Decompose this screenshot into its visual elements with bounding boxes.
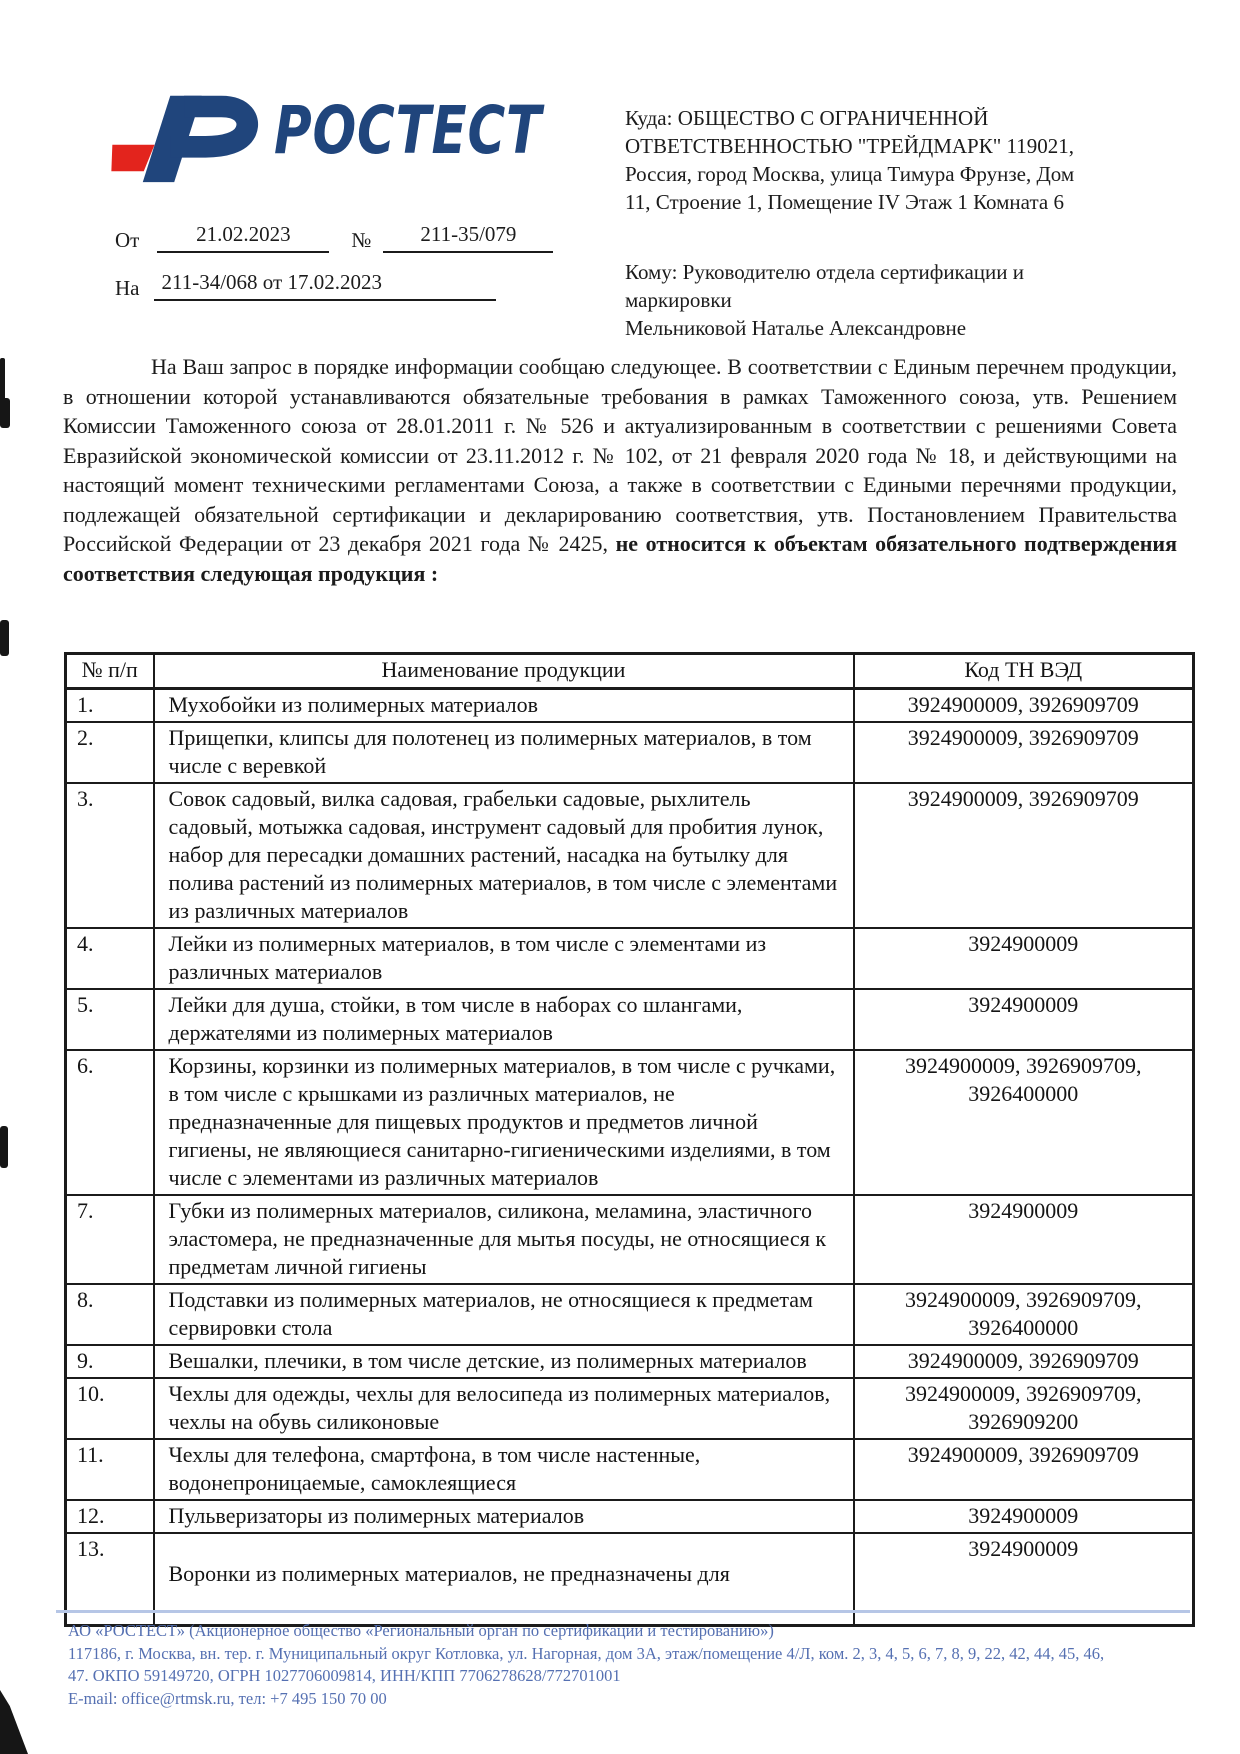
rostest-logo-text: РОСТЕСТ <box>274 92 542 169</box>
cell-row-number: 3. <box>66 783 154 928</box>
cell-product-name: Лейки из полимерных материалов, в том числе с элементами из различных материалов <box>154 928 854 989</box>
na-label: На <box>115 276 140 300</box>
cell-tnved-code: 3924900009, 3926909709, 3926909200 <box>854 1378 1194 1439</box>
cell-tnved-code: 3924900009 <box>854 928 1194 989</box>
products-table <box>64 652 1195 1627</box>
cell-row-number: 12. <box>66 1500 154 1533</box>
table-header-row <box>66 654 1194 689</box>
rostest-logo <box>106 80 617 188</box>
cell-row-number: 10. <box>66 1378 154 1439</box>
table-row <box>66 1345 1194 1378</box>
table-row <box>66 1439 1194 1500</box>
cell-product-name: Совок садовый, вилка садовая, грабельки садовые, рыхлитель садовый, мотыжка садовая, инструмент садовый для пробития лунок, набор для пересадки домашних растений, насадка на бутылку для полива растений из полимерных материалов, в том числе с элементами из различных материалов <box>154 783 854 928</box>
scan-artifact <box>0 398 10 428</box>
cell-tnved-code: 3924900009 <box>854 1195 1194 1284</box>
cell-tnved-code: 3924900009 <box>854 1533 1194 1626</box>
table-row <box>66 1500 1194 1533</box>
cell-product-name: Пульверизаторы из полимерных материалов <box>154 1500 854 1533</box>
cell-product-name: Чехлы для телефона, смартфона, в том числе настенные, водонепроницаемые, самоклеящиеся <box>154 1439 854 1500</box>
body-text: На Ваш запрос в порядке информации сообщаю следующее. В соответствии с Единым перечнем продукции, в отношении которой устанавливаются обязательные требования в рамках Таможенного союза, утв. Решением Комиссии Таможенного союза от 28.01.2011 г. № 526 и актуализированным в соответствии с решениями Совета Евразийской экономической комиссии от 23.11.2012 г. № 102, от 21 февраля 2020 года № 18, и действующими на настоящий момент техническими регламентами Союза, а также в соответствии с Едиными перечнями продукции, подлежащей обязательной сертификации и декларированию соответствия, утв. Постановлением Правительства Российской Федерации от 23 декабря 2021 года № 2425, <box>63 354 1177 556</box>
cell-row-number: 1. <box>66 689 154 723</box>
cell-product-name: Подставки из полимерных материалов, не относящиеся к предметам сервировки стола <box>154 1284 854 1345</box>
cell-row-number: 2. <box>66 722 154 783</box>
cell-tnved-code: 3924900009 <box>854 1500 1194 1533</box>
table-row <box>66 1378 1194 1439</box>
outgoing-number: 211-35/079 <box>383 222 553 253</box>
table-row <box>66 722 1194 783</box>
cell-tnved-code: 3924900009 <box>854 989 1194 1050</box>
komu-text: Руководителю отдела сертификации и маркировки <box>625 260 1024 312</box>
cell-tnved-code: 3924900009, 3926909709 <box>854 1439 1194 1500</box>
incoming-reference-line <box>115 270 496 301</box>
recipient-address <box>625 104 1087 216</box>
cell-product-name: Воронки из полимерных материалов, не предназначены для <box>154 1533 854 1626</box>
table-row <box>66 928 1194 989</box>
body-text-bold: не относится к объектам обязательного подтверждения соответствия следующая продукция : <box>63 531 1177 586</box>
table-row <box>66 1284 1194 1345</box>
footer-divider <box>56 1610 1190 1613</box>
outgoing-reference-line <box>115 222 553 253</box>
table-row <box>66 689 1194 723</box>
cell-row-number: 6. <box>66 1050 154 1195</box>
table-row <box>66 1050 1194 1195</box>
number-sign: № <box>351 228 372 252</box>
cell-product-name: Мухобойки из полимерных материалов <box>154 689 854 723</box>
cell-tnved-code: 3924900009, 3926909709 <box>854 1345 1194 1378</box>
cell-row-number: 4. <box>66 928 154 989</box>
cell-row-number: 7. <box>66 1195 154 1284</box>
header-num: № п/п <box>66 654 154 689</box>
cell-product-name: Чехлы для одежды, чехлы для велосипеда из полимерных материалов, чехлы на обувь силиконовые <box>154 1378 854 1439</box>
cell-tnved-code: 3924900009, 3926909709 <box>854 689 1194 723</box>
cell-tnved-code: 3924900009, 3926909709 <box>854 783 1194 928</box>
footer-line: 117186, г. Москва, вн. тер. г. Муниципальный округ Котловка, ул. Нагорная, дом 3А, этаж/помещение 4/Л, ком. 2, 3, 4, 5, 6, 7, 8, 9, 22, 42, 44, 45, 46, <box>68 1643 1105 1663</box>
outgoing-date: 21.02.2023 <box>157 222 329 253</box>
cell-product-name: Лейки для душа, стойки, в том числе в наборах со шлангами, держателями из полимерных материалов <box>154 989 854 1050</box>
addressee-block <box>625 258 1099 342</box>
footer-line: 47. ОКПО 59149720, ОГРН 1027706009814, ИНН/КПП 7706278628/772701001 <box>68 1666 621 1685</box>
cell-row-number: 9. <box>66 1345 154 1378</box>
scan-artifact <box>0 1690 28 1754</box>
kuda-label: Куда: <box>625 106 673 130</box>
cell-tnved-code: 3924900009, 3926909709, 3926400000 <box>854 1050 1194 1195</box>
cell-row-number: 8. <box>66 1284 154 1345</box>
footer-block <box>68 1620 1190 1710</box>
table-row <box>66 783 1194 928</box>
cell-product-name: Прищепки, клипсы для полотенец из полимерных материалов, в том числе с веревкой <box>154 722 854 783</box>
cell-tnved-code: 3924900009, 3926909709 <box>854 722 1194 783</box>
scan-artifact <box>0 620 9 656</box>
cell-product-name: Корзины, корзинки из полимерных материалов, в том числе с ручками, в том числе с крышками из различных материалов, не предназначенные для пищевых продуктов и предметов личной гигиены, не являющиеся санитарно-гигиеническими изделиями, в том числе с элементами из различных материалов <box>154 1050 854 1195</box>
kuda-text: ОБЩЕСТВО С ОГРАНИЧЕННОЙ ОТВЕТСТВЕННОСТЬЮ "ТРЕЙДМАРК" 119021, Россия, город Москва, улица Тимура Фрунзе, Дом 11, Строение 1, Помещение IV Этаж 1 Комната 6 <box>625 106 1075 214</box>
komu-line <box>625 258 1099 314</box>
ot-label: От <box>115 228 140 252</box>
header-name: Наименование продукции <box>154 654 854 689</box>
footer-line: E-mail: office@rtmsk.ru, тел: +7 495 150 70 00 <box>68 1688 387 1708</box>
rostest-logo-icon <box>106 80 264 188</box>
scan-artifact <box>0 1126 8 1168</box>
incoming-number: 211-34/068 от 17.02.2023 <box>154 270 496 301</box>
table-row <box>66 989 1194 1050</box>
cell-product-name: Вешалки, плечики, в том числе детские, из полимерных материалов <box>154 1345 854 1378</box>
body-paragraph <box>63 352 1177 588</box>
table-row <box>66 1195 1194 1284</box>
cell-tnved-code: 3924900009, 3926909709, 3926400000 <box>854 1284 1194 1345</box>
cell-row-number: 13. <box>66 1533 154 1626</box>
cell-row-number: 5. <box>66 989 154 1050</box>
addressee-name: Мельниковой Наталье Александровне <box>625 316 967 340</box>
footer-line: АО «РОСТЕСТ» (Акционерное общество «Региональный орган по сертификации и тестированию») <box>68 1621 774 1640</box>
komu-label: Кому: <box>625 260 678 284</box>
cell-row-number: 11. <box>66 1439 154 1500</box>
cell-product-name: Губки из полимерных материалов, силикона, меламина, эластичного эластомера, не предназначенные для мытья посуды, не относящиеся к предметам личной гигиены <box>154 1195 854 1284</box>
header-code: Код ТН ВЭД <box>854 654 1194 689</box>
product-table-body <box>66 689 1194 1626</box>
products-table-wrap <box>64 652 1192 1627</box>
